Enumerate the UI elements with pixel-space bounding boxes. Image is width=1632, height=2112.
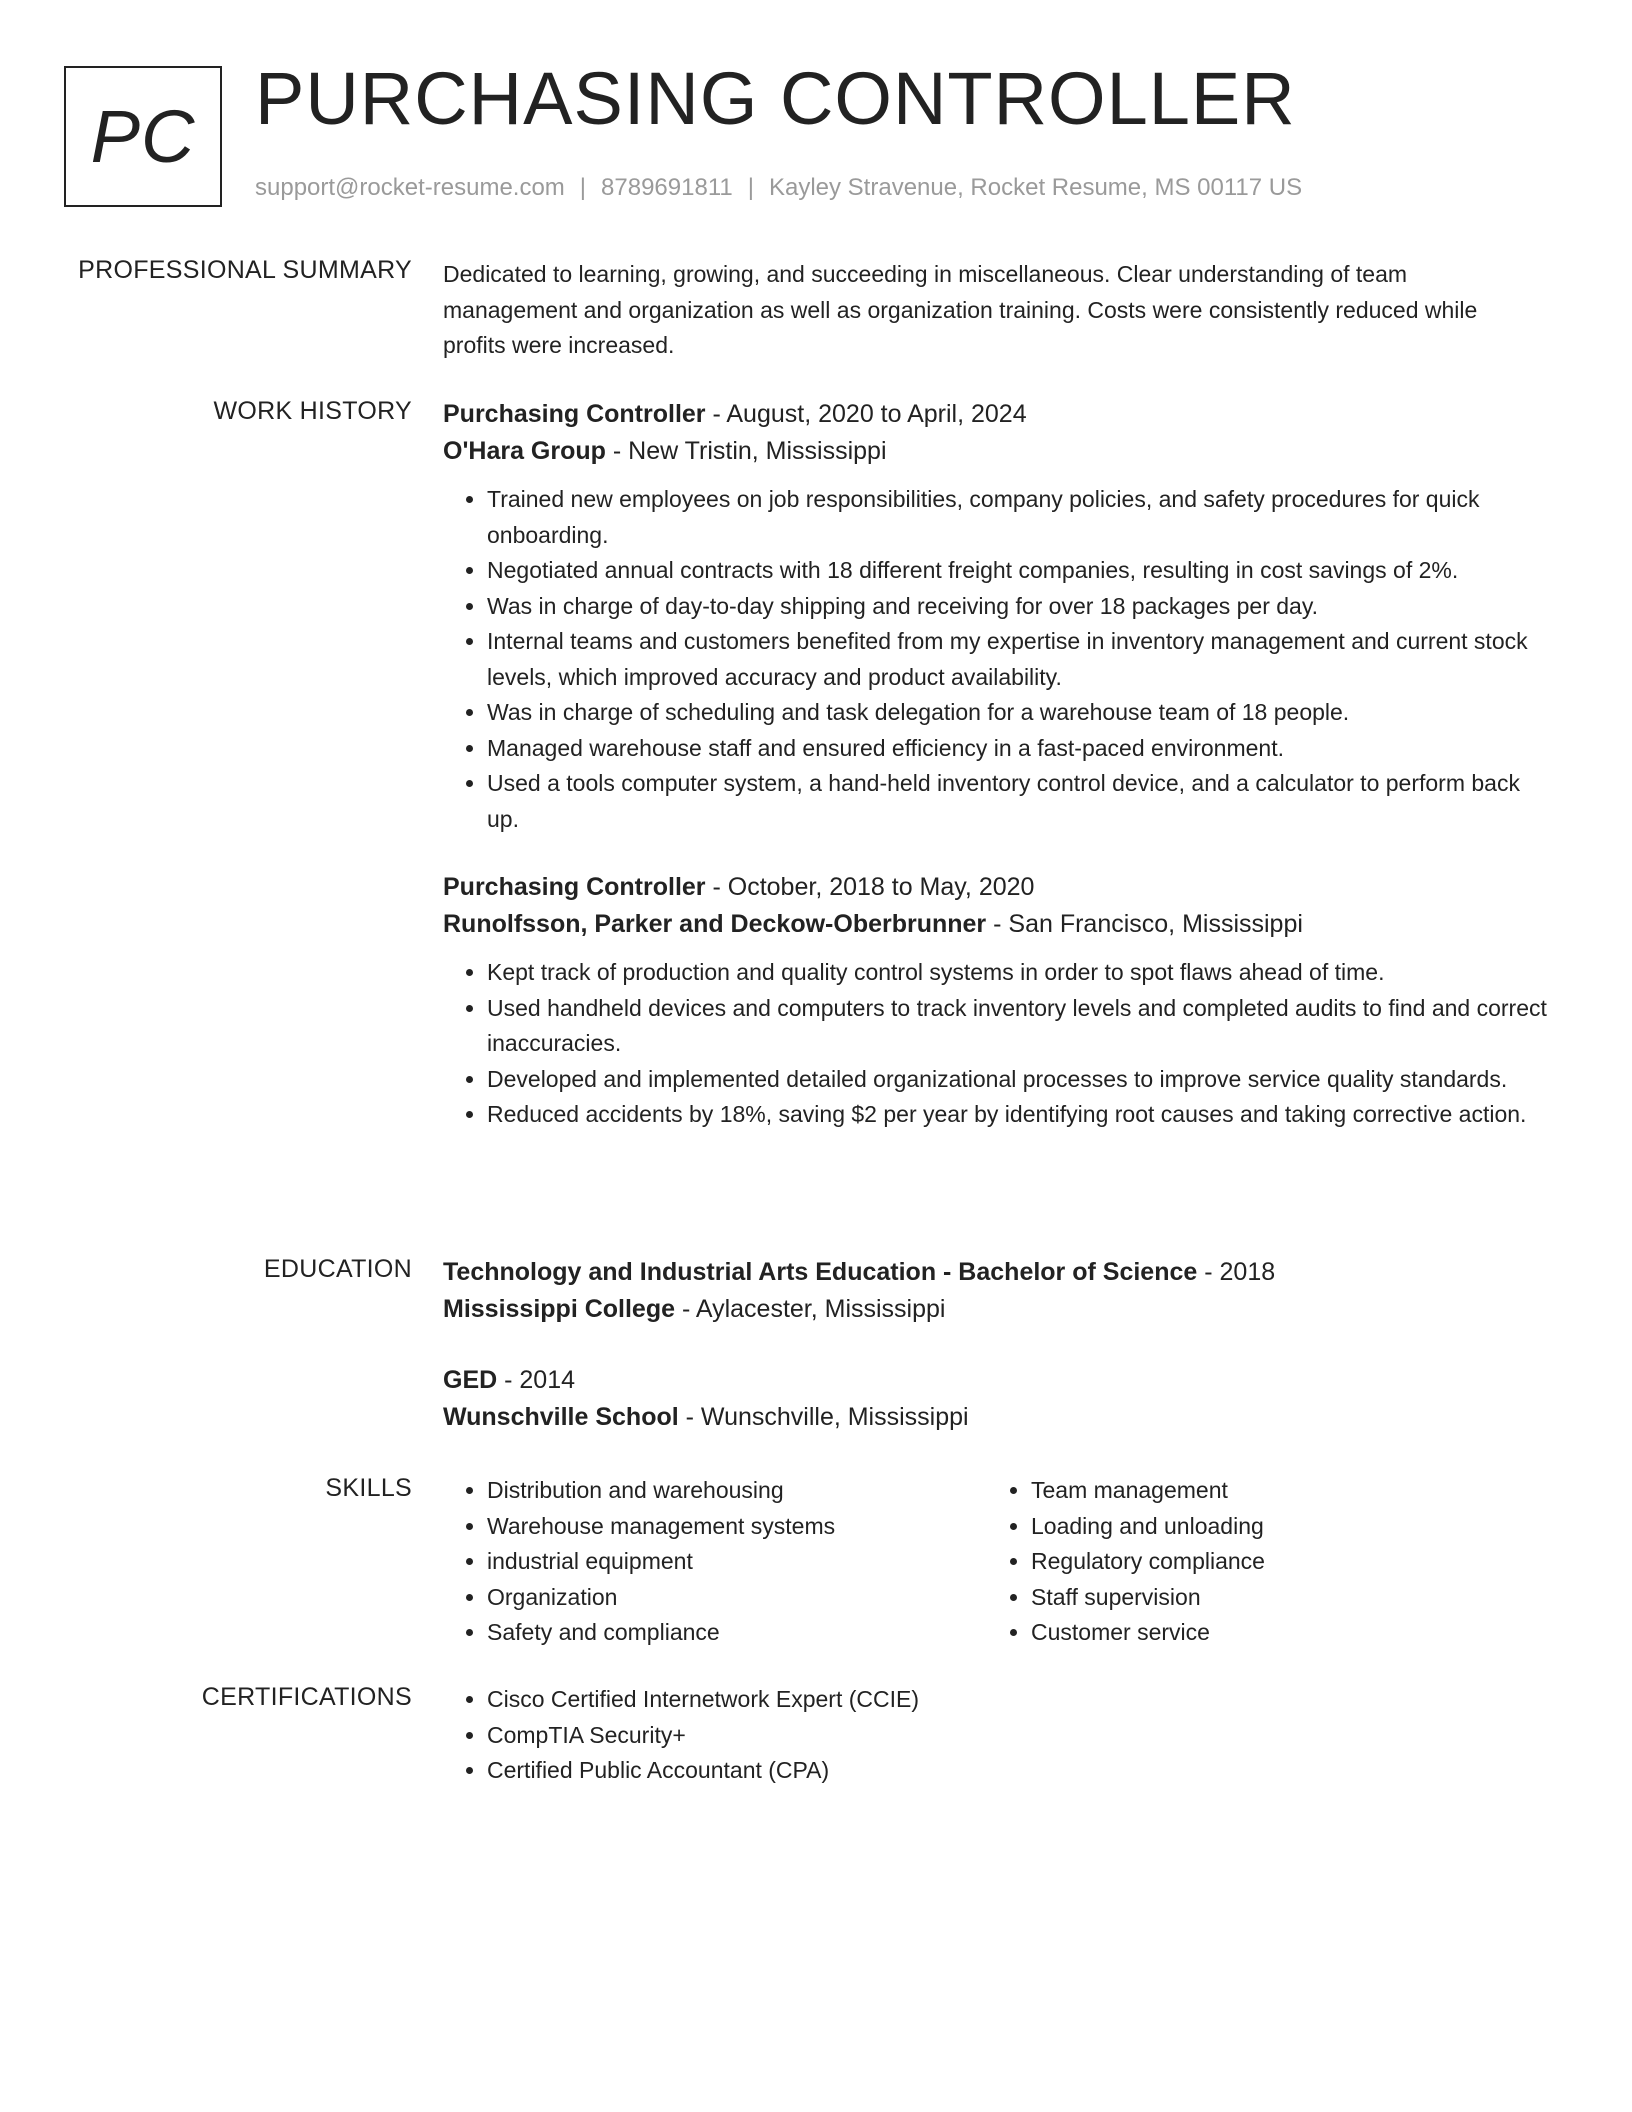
contact-separator: |: [747, 174, 754, 201]
job-dates: - October, 2018 to May, 2020: [705, 873, 1035, 901]
section-label-work: WORK HISTORY: [213, 397, 412, 425]
job-company: Runolfsson, Parker and Deckow-Oberbrunner: [443, 910, 987, 938]
job-bullets: [443, 482, 1555, 837]
certification-item: • Certified Public Accountant (CPA): [487, 1753, 1555, 1789]
work-content: [443, 396, 1555, 1165]
job-bullet: • Was in charge of day-to-day shipping and receiving for over 18 packages per day.: [487, 589, 1555, 625]
education-degree-line: [443, 1254, 1555, 1291]
contact-phone: 8789691811: [601, 174, 733, 201]
education-location: - Aylacester, Mississippi: [675, 1295, 946, 1323]
skill-item: • Staff supervision: [1031, 1580, 1531, 1616]
education-degree-line: [443, 1362, 1555, 1399]
skill-item: • Distribution and warehousing: [487, 1473, 987, 1509]
section-label-summary: PROFESSIONAL SUMMARY: [78, 256, 412, 284]
education-year: - 2014: [497, 1366, 576, 1394]
job-bullet: • Used handheld devices and computers to track inventory levels and completed audits to find and correct inaccuracies.: [487, 991, 1555, 1062]
skills-columns: [443, 1473, 1555, 1651]
job-bullet: • Negotiated annual contracts with 18 different freight companies, resulting in cost savings of 2%.: [487, 553, 1555, 589]
skills-column-left: [443, 1473, 987, 1651]
education-entry: [443, 1254, 1555, 1328]
education-school: Mississippi College: [443, 1295, 676, 1323]
education-degree: GED: [443, 1366, 498, 1394]
education-content: [443, 1254, 1555, 1470]
job-bullet: • Developed and implemented detailed organizational processes to improve service quality standards.: [487, 1062, 1555, 1098]
education-school-line: [443, 1291, 1555, 1328]
job-title-line: [443, 396, 1555, 433]
certification-item: • Cisco Certified Internetwork Expert (CCIE): [487, 1682, 1555, 1718]
certifications-list: [443, 1682, 1555, 1789]
skill-item: • Safety and compliance: [487, 1615, 987, 1651]
job-title: Purchasing Controller: [443, 873, 706, 901]
contact-line: [255, 174, 1302, 202]
education-entry: [443, 1362, 1555, 1436]
skill-item: • Customer service: [1031, 1615, 1531, 1651]
section-label-skills: SKILLS: [325, 1474, 412, 1502]
job-location: - New Tristin, Mississippi: [605, 437, 887, 465]
job-bullets: [443, 955, 1555, 1133]
job-title-line: [443, 869, 1555, 906]
section-label-education: EDUCATION: [263, 1255, 412, 1283]
job-bullet: • Trained new employees on job responsibilities, company policies, and safety procedures for quick onboarding.: [487, 482, 1555, 553]
skill-item: • Loading and unloading: [1031, 1509, 1531, 1545]
skills-column-right: [987, 1473, 1531, 1651]
job-entry: [443, 396, 1555, 837]
summary-text: Dedicated to learning, growing, and succeeding in miscellaneous. Clear understanding of team management and organization as well as organization training. Costs were consistently reduced while profits were increased.: [443, 261, 1478, 358]
education-year: - 2018: [1197, 1258, 1276, 1286]
skill-item: • industrial equipment: [487, 1544, 987, 1580]
job-bullet: • Reduced accidents by 18%, saving $2 per year by identifying root causes and taking corrective action.: [487, 1097, 1555, 1133]
skill-item: • Organization: [487, 1580, 987, 1616]
monogram-initials: PC: [64, 66, 222, 207]
jobs-list: [443, 396, 1555, 1133]
skills-list-right: [987, 1473, 1531, 1651]
skill-item: • Regulatory compliance: [1031, 1544, 1531, 1580]
job-bullet: • Kept track of production and quality control systems in order to spot flaws ahead of time.: [487, 955, 1555, 991]
job-bullet: • Used a tools computer system, a hand-held inventory control device, and a calculator to perform back up.: [487, 766, 1555, 837]
certifications-content: [443, 1682, 1555, 1789]
education-list: [443, 1254, 1555, 1436]
resume-title: PURCHASING CONTROLLER: [255, 57, 1296, 140]
job-dates: - August, 2020 to April, 2024: [705, 400, 1027, 428]
job-bullet: • Was in charge of scheduling and task delegation for a warehouse team of 18 people.: [487, 695, 1555, 731]
job-company: O'Hara Group: [443, 437, 606, 465]
job-company-line: [443, 433, 1555, 470]
education-school-line: [443, 1399, 1555, 1436]
skill-item: • Team management: [1031, 1473, 1531, 1509]
skill-item: • Warehouse management systems: [487, 1509, 987, 1545]
skills-content: [443, 1473, 1555, 1651]
summary-content: [443, 257, 1555, 364]
contact-address: Kayley Stravenue, Rocket Resume, MS 00117 US: [768, 174, 1303, 201]
job-title: Purchasing Controller: [443, 400, 706, 428]
job-bullet: • Managed warehouse staff and ensured efficiency in a fast-paced environment.: [487, 731, 1555, 767]
skills-list-left: [443, 1473, 987, 1651]
job-location: - San Francisco, Mississippi: [986, 910, 1303, 938]
certification-item: • CompTIA Security+: [487, 1718, 1555, 1754]
contact-email: support@rocket-resume.com: [255, 174, 565, 201]
education-school: Wunschville School: [443, 1403, 679, 1431]
section-label-certifications: CERTIFICATIONS: [201, 1683, 412, 1711]
education-degree: Technology and Industrial Arts Education - Bachelor of Science: [443, 1258, 1198, 1286]
job-entry: [443, 869, 1555, 1133]
education-location: - Wunschville, Mississippi: [678, 1403, 969, 1431]
job-company-line: [443, 906, 1555, 943]
contact-separator: |: [579, 174, 587, 201]
job-bullet: • Internal teams and customers benefited from my expertise in inventory management and current stock levels, which improved accuracy and product availability.: [487, 624, 1555, 695]
